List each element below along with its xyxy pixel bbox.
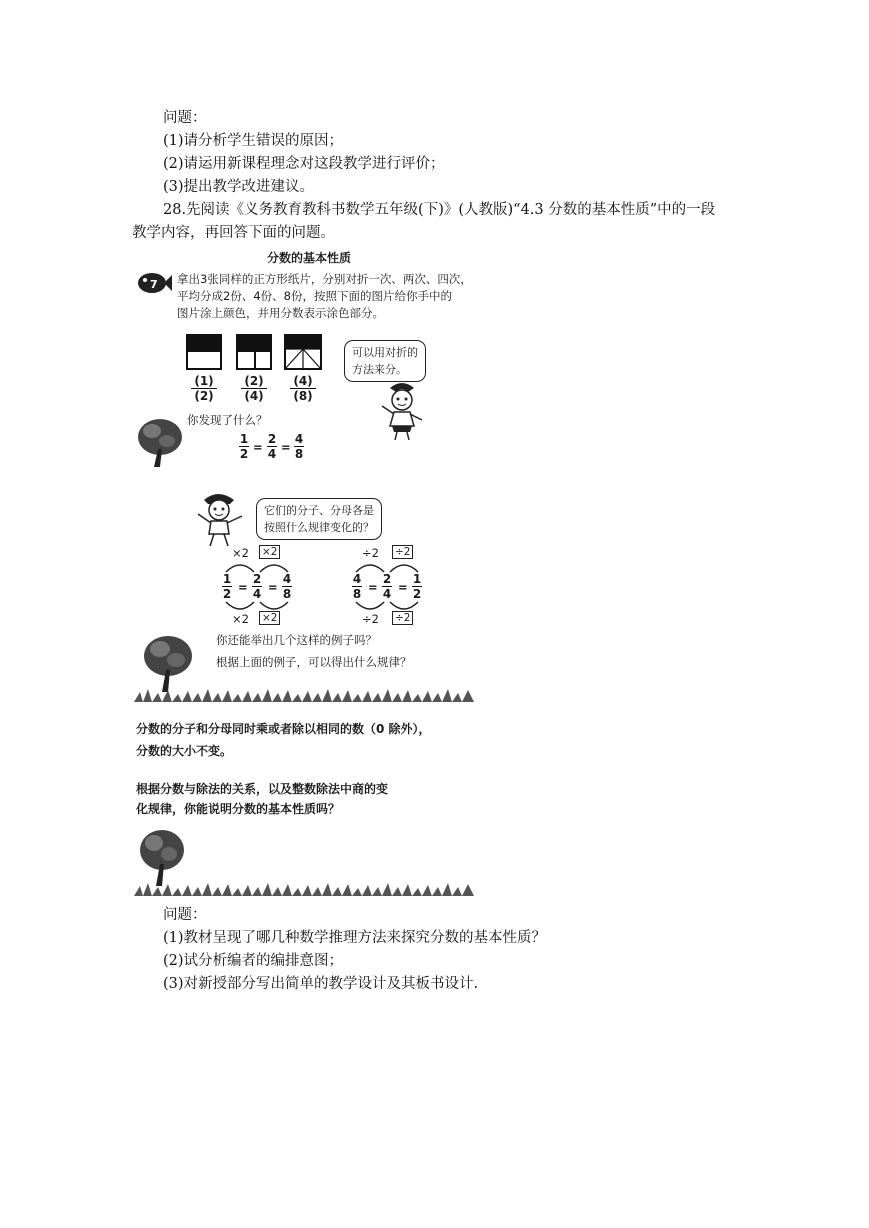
discover-question: 你发现了什么？ (187, 413, 268, 427)
square-halves (186, 334, 222, 370)
equals-sign: = (238, 580, 248, 594)
fraction: 4 8 (282, 572, 292, 601)
question-item: (1)教材呈现了哪几种数学推理方法来探究分数的基本性质？ (163, 930, 547, 946)
questions-heading-top: 问题： (163, 110, 207, 126)
question-item: (3)对新授部分写出简单的教学设计及其板书设计. (163, 976, 479, 992)
fraction: 4 8 (294, 432, 304, 461)
ask-rule: 根据上面的例子，可以得出什么规律？ (216, 655, 412, 669)
fraction: 1 2 (222, 572, 232, 601)
equals-sign: = (253, 440, 263, 454)
instruction-line: 拿出3张同样的正方形纸片，分别对折一次、两次、四次， (177, 272, 472, 286)
question-item: (1)请分析学生错误的原因； (163, 133, 344, 149)
square-eighths (284, 334, 322, 370)
square-fraction: (4) (8) (288, 374, 318, 403)
cartoon-boy-icon (190, 490, 248, 548)
multiply-label: ×2 (232, 612, 249, 626)
divide-box-label: ÷2 (392, 545, 413, 559)
question-28-line2: 教学内容，再回答下面的问题。 (132, 225, 335, 241)
equals-sign: = (398, 580, 408, 594)
grass-divider (134, 878, 474, 898)
equals-sign: = (268, 580, 278, 594)
fraction: 1 2 (239, 432, 249, 461)
cartoon-girl-icon (374, 380, 430, 442)
property-rule-line1: 分数的分子和分母同时乘或者除以相同的数（0 除外）， (136, 722, 431, 736)
fraction: 4 8 (352, 572, 362, 601)
equals-sign: = (281, 440, 291, 454)
instruction-line: 平均分成2份、4份、8份，按照下面的图片给你手中的 (177, 289, 452, 303)
ask-more-examples: 你还能举出几个这样的例子吗？ (216, 633, 377, 647)
divide-box-label: ÷2 (392, 611, 413, 625)
multiply-box-label: ×2 (259, 545, 280, 559)
instruction-line: 图片涂上颜色，并用分数表示涂色部分。 (177, 306, 384, 320)
square-quarters (236, 334, 272, 370)
square-fraction: (1) (2) (189, 374, 219, 403)
fraction: 2 4 (267, 432, 277, 461)
question-item: (3)提出教学改进建议。 (163, 179, 315, 195)
question-item: (2)试分析编者的编排意图； (163, 953, 344, 969)
fraction: 2 4 (252, 572, 262, 601)
multiply-box-label: ×2 (259, 611, 280, 625)
questions-heading-bottom: 问题： (163, 907, 207, 923)
divide-label: ÷2 (362, 546, 379, 560)
question-item: (2)请运用新课程理念对这段教学进行评价； (163, 156, 445, 172)
multiply-label: ×2 (232, 546, 249, 560)
fraction: 1 2 (412, 572, 422, 601)
property-rule-line2: 分数的大小不变。 (136, 744, 233, 758)
divide-label: ÷2 (362, 612, 379, 626)
question-28-line1: 28.先阅读《义务教育教科书数学五年级(下)》(人教版)“4.3 分数的基本性质”中的一段 (163, 202, 716, 218)
ask-explain-line1: 根据分数与除法的关系，以及整数除法中商的变 (136, 782, 389, 796)
equals-sign: = (368, 580, 378, 594)
speech-bubble-rule: 它们的分子、分母各是 按照什么规律变化的？ (256, 498, 382, 540)
textbook-figure (132, 240, 477, 902)
ask-explain-line2: 化规律，你能说明分数的基本性质吗？ (136, 802, 341, 816)
speech-bubble-fold: 可以用对折的 方法来分。 (344, 340, 426, 382)
figure-title: 分数的基本性质 (267, 251, 352, 265)
fraction: 2 4 (382, 572, 392, 601)
svg-text:7: 7 (150, 278, 158, 291)
tree-icon (134, 415, 186, 469)
fish-icon (136, 270, 172, 296)
square-fraction: (2) (4) (239, 374, 269, 403)
grass-divider (134, 684, 474, 704)
